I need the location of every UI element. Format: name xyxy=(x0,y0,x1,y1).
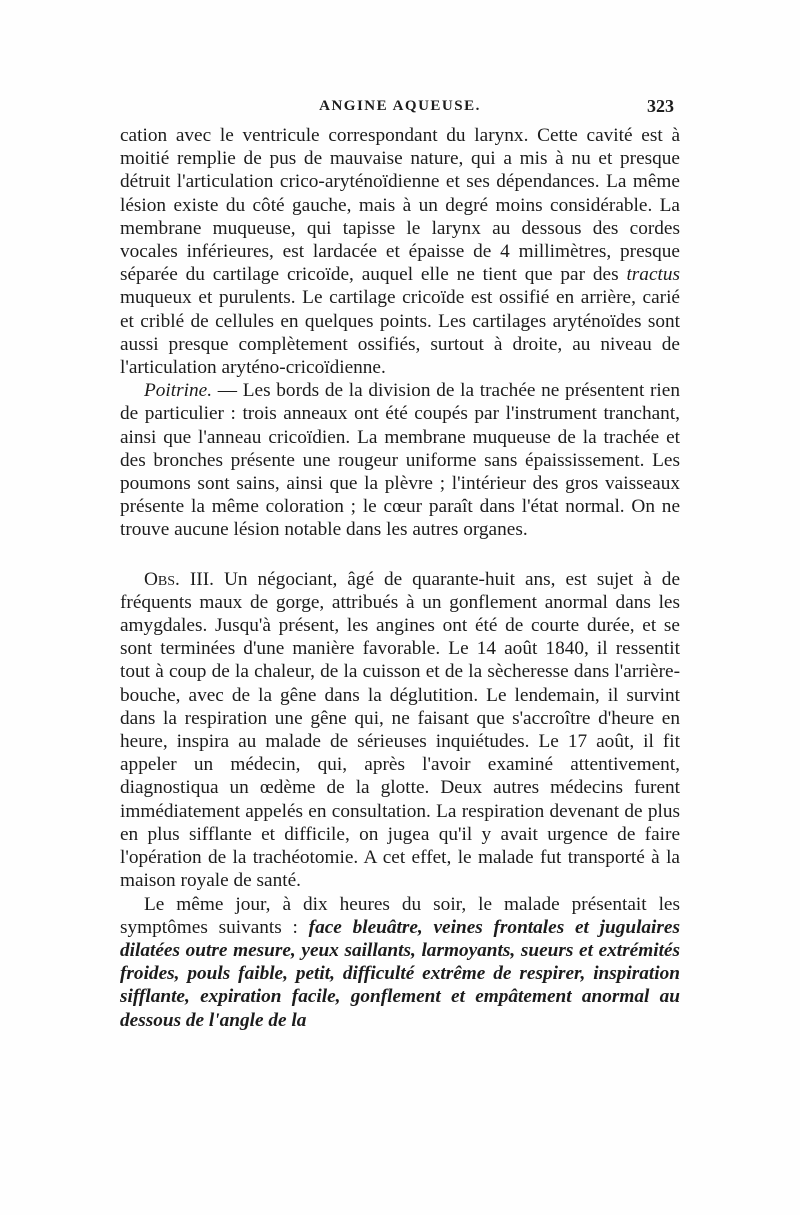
observation-label: Obs. III. xyxy=(144,568,214,590)
paragraph-3-text: Un négociant, âgé de quarante-huit ans, est sujet à de fréquents maux de gorge, attribués à un gonflement anormal dans les amygdales. Jusqu'à présent, les angines ont été de courte durée, et se sont terminées d'une manière favorable. Le 14 août 1840, il ressentit tout à coup de la chaleur, de la cuisson et de la sècheresse dans l'arrière-bouche, avec de la gêne dans la déglutition. Le lendemain, il survint dans la respiration une gêne qui, ne faisant que s'accroître d'heure en heure, inspira au malade de sérieuses inquiétudes. Le 17 août, il fit appeler un médecin, qui, après l'avoir examiné attentivement, diagnostiqua un œdème de la glotte. Deux autres médecins furent immédiatement appelés en consultation. La respiration devenant de plus en plus sifflante et difficile, on jugea qu'il y avait urgence de faire l'opération de la trachéotomie. A cet effet, le malade fut transporté à la maison royale de santé. xyxy=(120,568,680,892)
paragraph-gap xyxy=(120,542,680,568)
paragraph-1-term: tractus xyxy=(626,264,680,286)
paragraph-4 xyxy=(120,893,680,1032)
paragraph-1-text: cation avec le ventricule correspondant du larynx. Cette cavité est à moitié remplie de pus de mauvaise nature, qui a mis à nu et presque détruit l'articulation crico-aryténoïdienne et ses dépendances. La même lésion existe du côté gauche, mais à un degré moins considérable. La membrane muqueuse, qui tapisse le larynx au dessous des cordes vocales inférieures, est lardacée et épaisse de 4 millimètres, presque séparée du cartilage cricoïde, auquel elle ne tient que par des xyxy=(120,125,680,286)
paragraph-1-end: muqueux et purulents. Le cartilage cricoïde est ossifié en arrière, carié et criblé de cellules en quelques points. Les cartilages aryténoïdes sont aussi presque complètement ossifiés, surtout à droite, au niveau de l'articulation aryténo-cricoïdienne. xyxy=(120,287,680,379)
paragraph-2 xyxy=(120,379,680,541)
paragraph-1 xyxy=(120,124,680,379)
running-head xyxy=(120,98,680,122)
text-block xyxy=(120,124,680,1032)
page-number: 323 xyxy=(647,96,674,116)
section-label-poitrine: Poitrine. xyxy=(144,380,213,402)
paragraph-3 xyxy=(120,568,680,893)
paragraph-4-text: Le même jour, à dix heures du soir, le malade présentait les symptômes suivants : xyxy=(120,893,680,938)
running-title: ANGINE AQUEUSE. xyxy=(319,98,481,114)
paragraph-4-symptoms: face bleuâtre, veines frontales et jugulaires dilatées outre mesure, yeux saillants, larmoyants, sueurs et extrémités froides, pouls faible, petit, difficulté extrême de respirer, inspiration sifflante, expiration facile, gonflement et empâtement anormal au dessous de l'angle de la xyxy=(120,916,680,1031)
paragraph-2-text: — Les bords de la division de la trachée ne présentent rien de particulier : trois anneaux ont été coupés par l'instrument tranchant, ainsi que l'anneau cricoïdien. La membrane muqueuse de la trachée et des bronches présente une rougeur uniforme sans épaississement. Les poumons sont sains, ainsi que la plèvre ; l'intérieur des gros vaisseaux présente la même coloration ; le cœur paraît dans l'état normal. On ne trouve aucune lésion notable dans les autres organes. xyxy=(120,380,680,541)
